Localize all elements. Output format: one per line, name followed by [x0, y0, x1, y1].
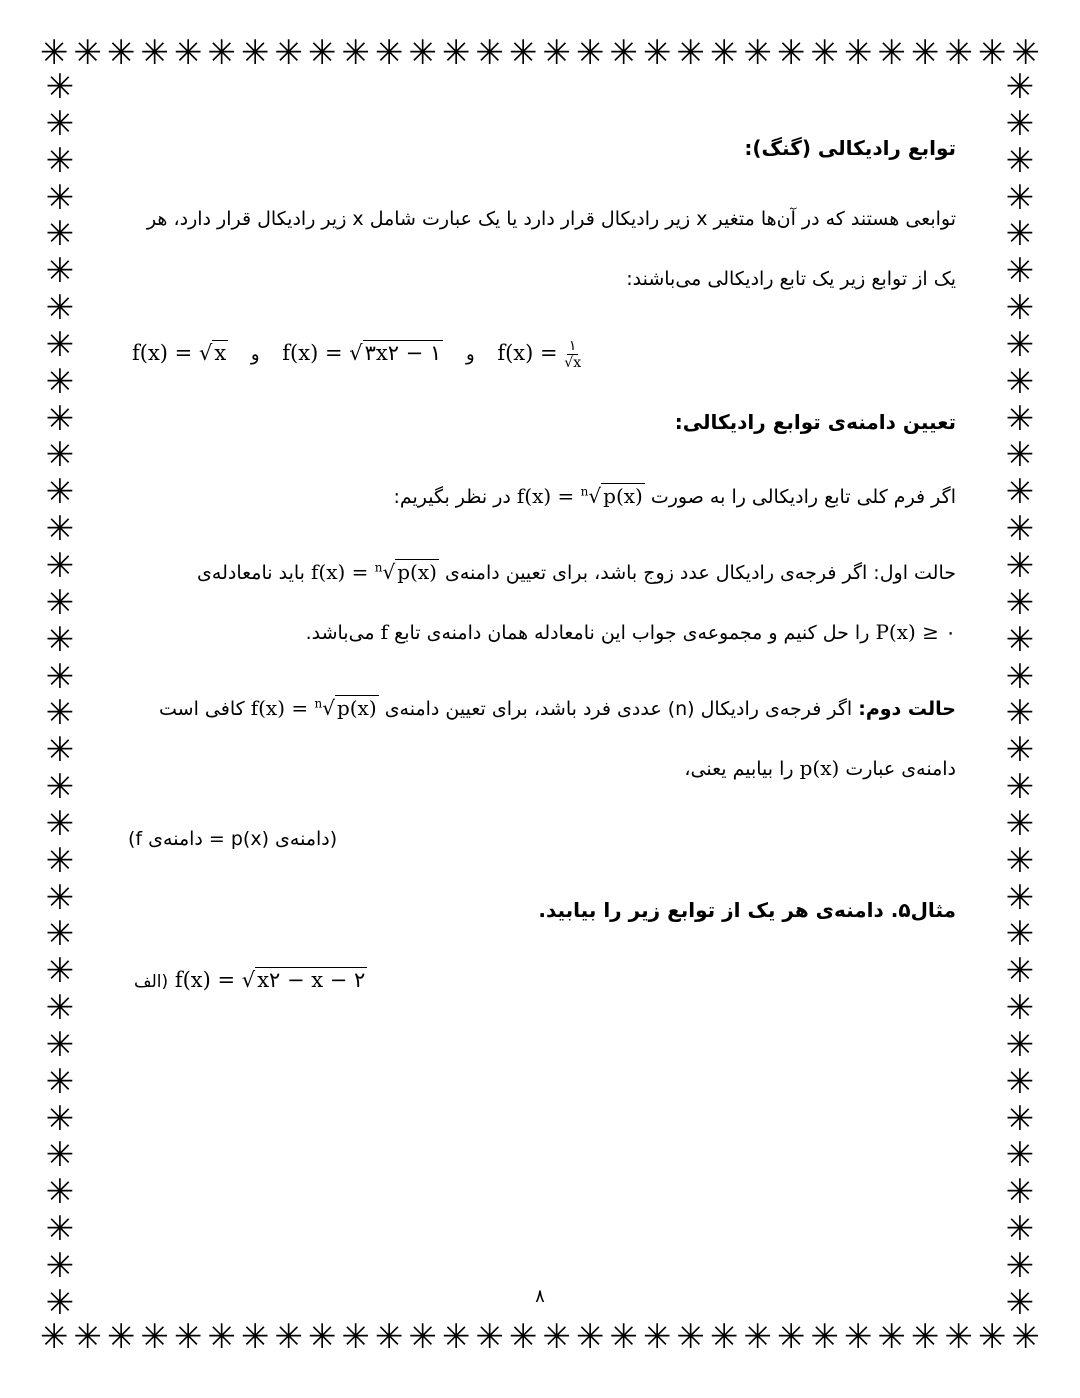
asterisk-star-icon: ✳	[107, 1317, 136, 1357]
asterisk-star-icon: ✳	[45, 140, 75, 181]
asterisk-star-icon: ✳	[375, 33, 404, 73]
asterisk-star-icon: ✳	[45, 177, 75, 218]
asterisk-star-icon: ✳	[710, 33, 739, 73]
asterisk-star-icon: ✳	[1005, 1061, 1035, 1102]
asterisk-star-icon: ✳	[45, 1061, 75, 1102]
asterisk-star-icon: ✳	[45, 472, 75, 513]
asterisk-star-icon: ✳	[174, 1317, 203, 1357]
asterisk-star-icon: ✳	[45, 582, 75, 623]
asterisk-star-icon: ✳	[1005, 877, 1035, 918]
asterisk-star-icon: ✳	[45, 914, 75, 955]
asterisk-star-icon: ✳	[609, 1317, 638, 1357]
asterisk-star-icon: ✳	[45, 67, 75, 107]
section-title-domain: تعیین دامنه‌ی توابع رادیکالی:	[674, 410, 956, 434]
asterisk-star-icon: ✳	[1005, 767, 1035, 808]
asterisk-star-icon: ✳	[777, 1317, 806, 1357]
asterisk-star-icon: ✳	[1005, 103, 1035, 144]
asterisk-star-icon: ✳	[308, 33, 337, 73]
asterisk-star-icon: ✳	[1011, 1317, 1040, 1357]
asterisk-star-icon: ✳	[1005, 1098, 1035, 1139]
asterisk-star-icon: ✳	[140, 1317, 169, 1357]
asterisk-star-icon: ✳	[609, 33, 638, 73]
asterisk-star-icon: ✳	[1005, 1172, 1035, 1213]
asterisk-star-icon: ✳	[45, 840, 75, 881]
asterisk-star-icon: ✳	[1005, 951, 1035, 992]
asterisk-star-icon: ✳	[40, 1317, 69, 1357]
asterisk-star-icon: ✳	[241, 33, 270, 73]
asterisk-star-icon: ✳	[1005, 214, 1035, 255]
asterisk-star-icon: ✳	[978, 1317, 1007, 1357]
asterisk-star-icon: ✳	[1005, 509, 1035, 550]
asterisk-star-icon: ✳	[1005, 988, 1035, 1029]
asterisk-star-icon: ✳	[877, 33, 906, 73]
asterisk-star-icon: ✳	[1005, 693, 1035, 734]
asterisk-star-icon: ✳	[1005, 914, 1035, 955]
asterisk-star-icon: ✳	[944, 1317, 973, 1357]
asterisk-star-icon: ✳	[944, 33, 973, 73]
asterisk-star-icon: ✳	[45, 251, 75, 292]
paragraph-line: یک از توابع زیر یک تابع رادیکالی می‌باشند:	[626, 268, 956, 290]
asterisk-star-icon: ✳	[308, 1317, 337, 1357]
asterisk-star-icon: ✳	[45, 324, 75, 365]
asterisk-star-icon: ✳	[45, 693, 75, 734]
asterisk-star-icon: ✳	[45, 619, 75, 660]
asterisk-star-icon: ✳	[408, 33, 437, 73]
asterisk-star-icon: ✳	[1005, 251, 1035, 292]
asterisk-star-icon: ✳	[509, 1317, 538, 1357]
asterisk-star-icon: ✳	[810, 33, 839, 73]
asterisk-star-icon: ✳	[274, 33, 303, 73]
asterisk-star-icon: ✳	[45, 435, 75, 476]
case1-line1: حالت اول: اگر فرجه‌ی رادیکال عدد زوج باشد، برای تعیین دامنه‌ی f(x) = $^n$√ p(x) باید نامعادله‌ی	[197, 560, 956, 584]
asterisk-star-icon: ✳	[45, 1172, 75, 1213]
asterisk-star-icon: ✳	[576, 33, 605, 73]
asterisk-star-icon: ✳	[73, 33, 102, 73]
asterisk-star-icon: ✳	[911, 33, 940, 73]
formula-sqrt-3x2-1: f(x) = √۳x۲ − ۱	[282, 341, 442, 365]
and-word: و	[465, 344, 475, 365]
asterisk-star-icon: ✳	[1005, 730, 1035, 771]
asterisk-star-icon: ✳	[45, 730, 75, 771]
asterisk-star-icon: ✳	[45, 1024, 75, 1065]
example-formula-a: الف) f(x) = √x۲ − x − ۲	[134, 968, 366, 992]
paragraph-line: توابعی هستند که در آن‌ها متغیر x زیر رادیکال قرار دارد یا یک عبارت شامل x زیر رادیکال قرار دارد، هر	[146, 208, 956, 230]
asterisk-star-icon: ✳	[107, 33, 136, 73]
border-top	[40, 33, 1040, 73]
case1-line2: P(x) ≥ ۰ را حل کنیم و مجموعه‌ی جواب این نامعادله همان دامنه‌ی تابع f می‌باشد.	[305, 620, 956, 644]
asterisk-star-icon: ✳	[45, 803, 75, 844]
asterisk-star-icon: ✳	[408, 1317, 437, 1357]
asterisk-star-icon: ✳	[777, 33, 806, 73]
asterisk-star-icon: ✳	[542, 1317, 571, 1357]
asterisk-star-icon: ✳	[643, 1317, 672, 1357]
asterisk-star-icon: ✳	[341, 1317, 370, 1357]
asterisk-star-icon: ✳	[45, 1098, 75, 1139]
asterisk-star-icon: ✳	[45, 656, 75, 697]
asterisk-star-icon: ✳	[1005, 288, 1035, 329]
case2-line1: حالت دوم: اگر فرجه‌ی رادیکال (n) عددی فرد باشد، برای تعیین دامنه‌ی f(x) = $^n$√ p(x) کافی است	[159, 696, 956, 720]
asterisk-star-icon: ✳	[1005, 435, 1035, 476]
asterisk-star-icon: ✳	[844, 1317, 873, 1357]
formula-examples	[132, 338, 581, 371]
asterisk-star-icon: ✳	[1011, 33, 1040, 73]
asterisk-star-icon: ✳	[274, 1317, 303, 1357]
asterisk-star-icon: ✳	[1005, 361, 1035, 402]
asterisk-star-icon: ✳	[1005, 619, 1035, 660]
and-word: و	[250, 344, 260, 365]
asterisk-star-icon: ✳	[710, 1317, 739, 1357]
asterisk-star-icon: ✳	[40, 33, 69, 73]
asterisk-star-icon: ✳	[1005, 1024, 1035, 1065]
asterisk-star-icon: ✳	[45, 1282, 75, 1323]
asterisk-star-icon: ✳	[1005, 140, 1035, 181]
asterisk-star-icon: ✳	[1005, 1135, 1035, 1176]
asterisk-star-icon: ✳	[475, 1317, 504, 1357]
asterisk-star-icon: ✳	[45, 545, 75, 586]
domain-equation: (دامنه‌ی p(x) = دامنه‌ی f)	[128, 828, 338, 850]
example-label: الف)	[134, 972, 169, 992]
asterisk-star-icon: ✳	[1005, 803, 1035, 844]
formula-sqrt-x: f(x) = √x	[132, 341, 227, 365]
asterisk-star-icon: ✳	[45, 103, 75, 144]
border-right	[1000, 67, 1040, 1323]
asterisk-star-icon: ✳	[442, 33, 471, 73]
asterisk-star-icon: ✳	[1005, 1246, 1035, 1286]
asterisk-star-icon: ✳	[810, 1317, 839, 1357]
asterisk-star-icon: ✳	[45, 1135, 75, 1176]
asterisk-star-icon: ✳	[241, 1317, 270, 1357]
formula-one-over-sqrt-x: f(x) = $\frac{۱}{√x}$	[497, 338, 582, 371]
asterisk-star-icon: ✳	[45, 988, 75, 1029]
asterisk-star-icon: ✳	[45, 214, 75, 255]
asterisk-star-icon: ✳	[1005, 840, 1035, 881]
asterisk-star-icon: ✳	[442, 1317, 471, 1357]
asterisk-star-icon: ✳	[45, 509, 75, 550]
asterisk-star-icon: ✳	[45, 951, 75, 992]
asterisk-star-icon: ✳	[1005, 472, 1035, 513]
asterisk-star-icon: ✳	[174, 33, 203, 73]
asterisk-star-icon: ✳	[1005, 67, 1035, 107]
page-number: ۸	[535, 1286, 545, 1307]
asterisk-star-icon: ✳	[576, 1317, 605, 1357]
asterisk-star-icon: ✳	[1005, 398, 1035, 439]
paragraph-line: اگر فرم کلی تابع رادیکالی را به صورت f(x) = $^n$√ p(x) در نظر بگیریم:	[393, 484, 956, 508]
asterisk-star-icon: ✳	[743, 33, 772, 73]
asterisk-star-icon: ✳	[45, 288, 75, 329]
asterisk-star-icon: ✳	[1005, 656, 1035, 697]
asterisk-star-icon: ✳	[1005, 1282, 1035, 1323]
asterisk-star-icon: ✳	[45, 877, 75, 918]
asterisk-star-icon: ✳	[911, 1317, 940, 1357]
asterisk-star-icon: ✳	[542, 33, 571, 73]
asterisk-star-icon: ✳	[207, 33, 236, 73]
asterisk-star-icon: ✳	[45, 398, 75, 439]
asterisk-star-icon: ✳	[45, 1246, 75, 1286]
asterisk-star-icon: ✳	[140, 33, 169, 73]
asterisk-star-icon: ✳	[207, 1317, 236, 1357]
border-bottom	[40, 1317, 1040, 1357]
asterisk-star-icon: ✳	[1005, 177, 1035, 218]
asterisk-star-icon: ✳	[643, 33, 672, 73]
asterisk-star-icon: ✳	[341, 33, 370, 73]
asterisk-star-icon: ✳	[1005, 545, 1035, 586]
asterisk-star-icon: ✳	[877, 1317, 906, 1357]
asterisk-star-icon: ✳	[509, 33, 538, 73]
asterisk-star-icon: ✳	[978, 33, 1007, 73]
asterisk-star-icon: ✳	[844, 33, 873, 73]
asterisk-star-icon: ✳	[676, 1317, 705, 1357]
asterisk-star-icon: ✳	[375, 1317, 404, 1357]
asterisk-star-icon: ✳	[1005, 324, 1035, 365]
asterisk-star-icon: ✳	[676, 33, 705, 73]
section-title-radical-functions: توابع رادیکالی (گنگ):	[744, 136, 956, 160]
border-left	[40, 67, 80, 1323]
example-title: مثال۵. دامنه‌ی هر یک از توابع زیر را بیابید.	[538, 898, 956, 922]
asterisk-star-icon: ✳	[73, 1317, 102, 1357]
asterisk-star-icon: ✳	[45, 767, 75, 808]
asterisk-star-icon: ✳	[45, 1209, 75, 1250]
asterisk-star-icon: ✳	[45, 361, 75, 402]
asterisk-star-icon: ✳	[475, 33, 504, 73]
asterisk-star-icon: ✳	[1005, 582, 1035, 623]
case2-line2: دامنه‌ی عبارت p(x) را بیابیم یعنی،	[684, 756, 956, 780]
asterisk-star-icon: ✳	[1005, 1209, 1035, 1250]
asterisk-star-icon: ✳	[743, 1317, 772, 1357]
